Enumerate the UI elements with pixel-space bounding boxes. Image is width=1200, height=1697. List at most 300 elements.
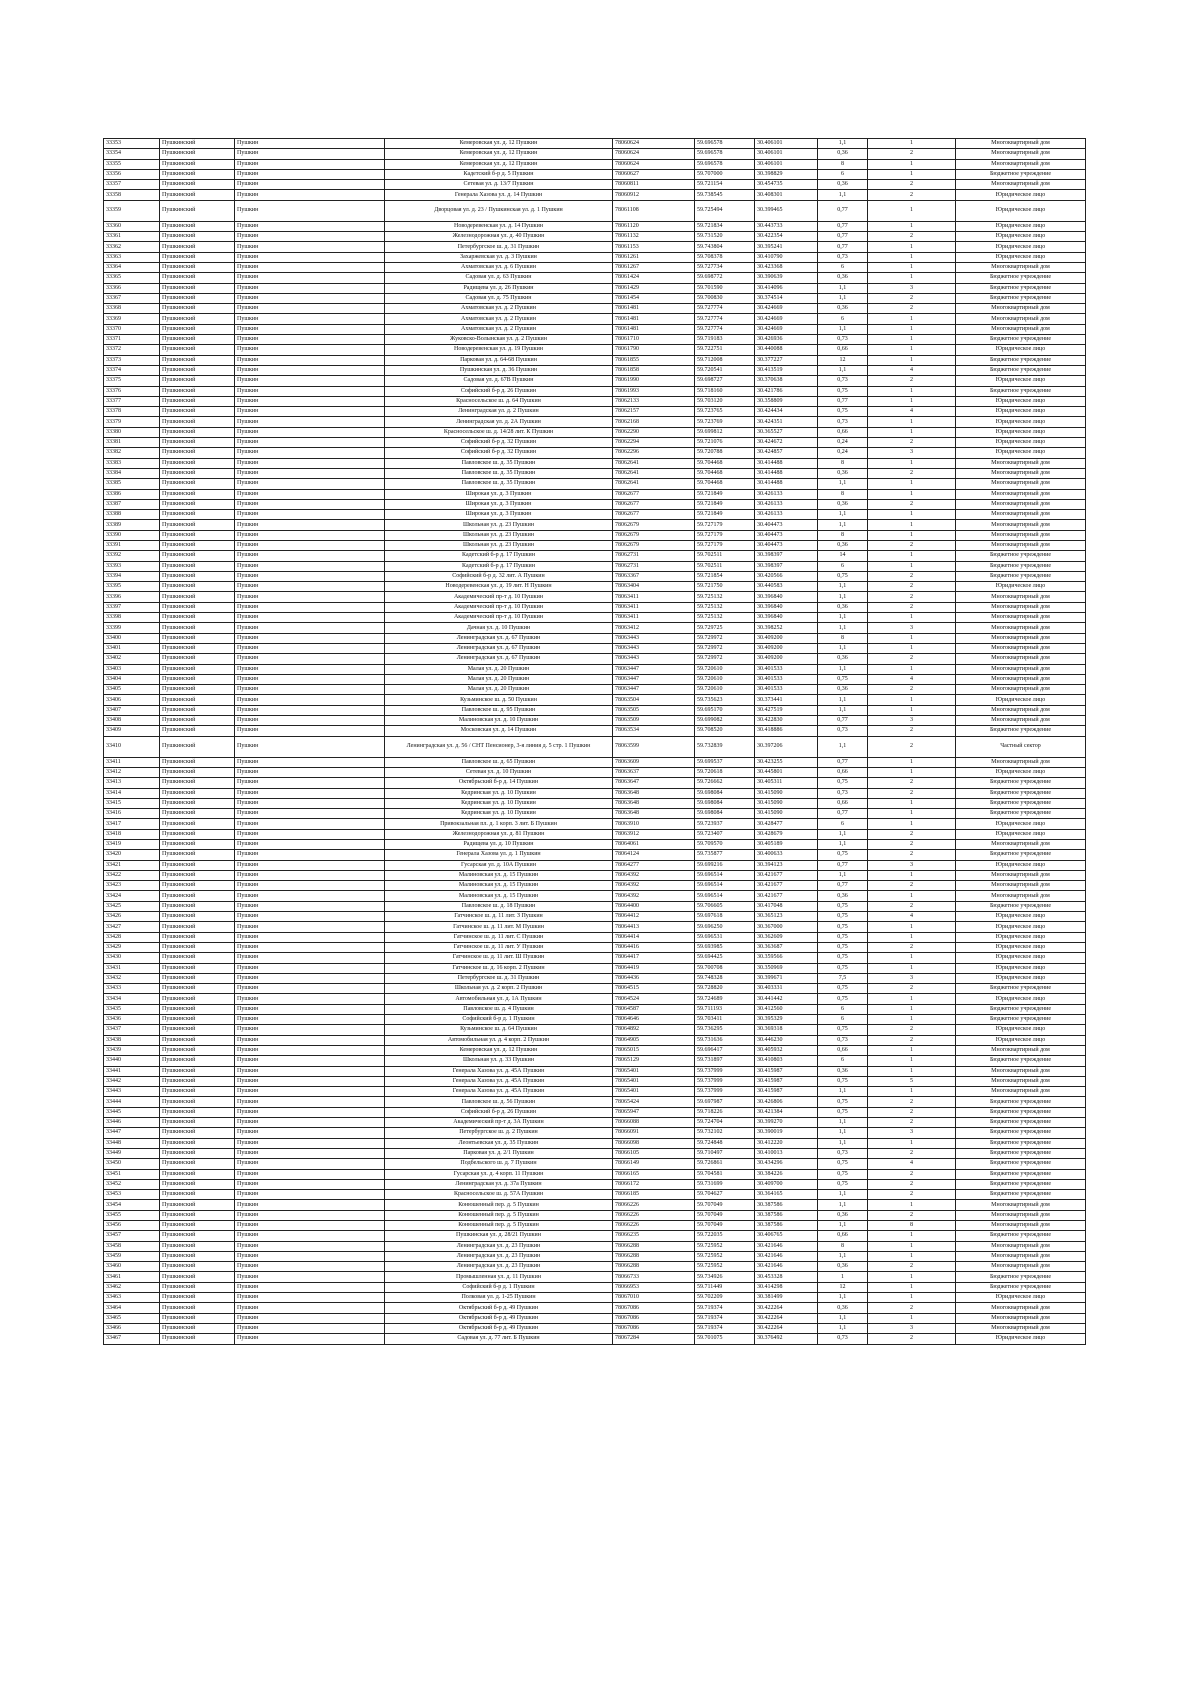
district-cell: Пушкинский bbox=[160, 633, 235, 643]
address-cell: Дворцовая ул. д. 23 / Пушкинская ул. д. 1 Пушкин bbox=[385, 200, 613, 221]
row-id-cell: 33385 bbox=[104, 479, 160, 489]
row-id-cell: 33465 bbox=[104, 1313, 160, 1323]
longitude-cell: 30.420566 bbox=[755, 571, 818, 581]
object-code-cell: 78063609 bbox=[613, 757, 695, 767]
value-cell: 0,66 bbox=[818, 345, 868, 355]
address-cell: Железнодорожная ул. д. 81 Пушкин bbox=[385, 829, 613, 839]
city-cell: Пушкин bbox=[235, 1334, 385, 1344]
city-cell: Пушкин bbox=[235, 942, 385, 952]
latitude-cell: 59.727179 bbox=[695, 530, 755, 540]
value-cell: 0,73 bbox=[818, 1334, 868, 1344]
table-row bbox=[104, 1076, 1086, 1086]
value-cell: 1,1 bbox=[818, 324, 868, 334]
row-id-cell: 33457 bbox=[104, 1231, 160, 1241]
district-cell: Пушкинский bbox=[160, 623, 235, 633]
address-cell: Садовая ул. д. 75 Пушкин bbox=[385, 293, 613, 303]
city-cell: Пушкин bbox=[235, 1200, 385, 1210]
latitude-cell: 59.700708 bbox=[695, 963, 755, 973]
table-row bbox=[104, 1087, 1086, 1097]
city-cell: Пушкин bbox=[235, 1138, 385, 1148]
longitude-cell: 30.412560 bbox=[755, 1004, 818, 1014]
object-code-cell: 78064524 bbox=[613, 994, 695, 1004]
table-row bbox=[104, 489, 1086, 499]
table-row bbox=[104, 438, 1086, 448]
category-cell: Многоквартирный дом bbox=[956, 1210, 1086, 1220]
object-code-cell: 78060624 bbox=[613, 139, 695, 149]
longitude-cell: 30.415090 bbox=[755, 809, 818, 819]
longitude-cell: 30.423368 bbox=[755, 262, 818, 272]
district-cell: Пушкинский bbox=[160, 1159, 235, 1169]
value-cell: 0,75 bbox=[818, 953, 868, 963]
category-cell: Бюджетное учреждение bbox=[956, 169, 1086, 179]
category-cell: Многоквартирный дом bbox=[956, 623, 1086, 633]
district-cell: Пушкинский bbox=[160, 912, 235, 922]
longitude-cell: 30.427519 bbox=[755, 705, 818, 715]
value-cell: 1,1 bbox=[818, 1087, 868, 1097]
count-cell: 1 bbox=[868, 1251, 956, 1261]
longitude-cell: 30.426133 bbox=[755, 510, 818, 520]
category-cell: Бюджетное учреждение bbox=[956, 901, 1086, 911]
address-cell: Павловское ш. д. 35 Пушкин bbox=[385, 468, 613, 478]
category-cell: Бюджетное учреждение bbox=[956, 355, 1086, 365]
table-row bbox=[104, 1004, 1086, 1014]
latitude-cell: 59.726861 bbox=[695, 1159, 755, 1169]
object-code-cell: 78066185 bbox=[613, 1190, 695, 1200]
category-cell: Многоквартирный дом bbox=[956, 314, 1086, 324]
address-cell: Кемеровская ул. д. 12 Пушкин bbox=[385, 149, 613, 159]
district-cell: Пушкинский bbox=[160, 809, 235, 819]
category-cell: Многоквартирный дом bbox=[956, 613, 1086, 623]
object-code-cell: 78064124 bbox=[613, 850, 695, 860]
object-code-cell: 78065947 bbox=[613, 1107, 695, 1117]
count-cell: 1 bbox=[868, 1272, 956, 1282]
category-cell: Юридическое лицо bbox=[956, 438, 1086, 448]
value-cell: 0,36 bbox=[818, 602, 868, 612]
object-code-cell: 78062133 bbox=[613, 396, 695, 406]
address-cell: Малая ул. д. 20 Пушкин bbox=[385, 674, 613, 684]
value-cell: 1,1 bbox=[818, 190, 868, 200]
category-cell: Многоквартирный дом bbox=[956, 891, 1086, 901]
count-cell: 1 bbox=[868, 273, 956, 283]
value-cell: 0,36 bbox=[818, 540, 868, 550]
latitude-cell: 59.724689 bbox=[695, 994, 755, 1004]
longitude-cell: 30.390639 bbox=[755, 273, 818, 283]
longitude-cell: 30.387586 bbox=[755, 1200, 818, 1210]
city-cell: Пушкин bbox=[235, 221, 385, 231]
city-cell: Пушкин bbox=[235, 1015, 385, 1025]
address-cell: Пушкинская ул. д. 36 Пушкин bbox=[385, 365, 613, 375]
address-cell: Конюшенный пер. д. 5 Пушкин bbox=[385, 1200, 613, 1210]
object-code-cell: 78061454 bbox=[613, 293, 695, 303]
latitude-cell: 59.704468 bbox=[695, 479, 755, 489]
row-id-cell: 33442 bbox=[104, 1076, 160, 1086]
city-cell: Пушкин bbox=[235, 458, 385, 468]
longitude-cell: 30.417048 bbox=[755, 901, 818, 911]
longitude-cell: 30.440583 bbox=[755, 582, 818, 592]
category-cell: Юридическое лицо bbox=[956, 407, 1086, 417]
latitude-cell: 59.732839 bbox=[695, 736, 755, 757]
address-cell: Садовая ул. д. 77 лит. Б Пушкин bbox=[385, 1334, 613, 1344]
city-cell: Пушкин bbox=[235, 809, 385, 819]
longitude-cell: 30.421786 bbox=[755, 386, 818, 396]
row-id-cell: 33443 bbox=[104, 1087, 160, 1097]
category-cell: Многоквартирный дом bbox=[956, 881, 1086, 891]
row-id-cell: 33368 bbox=[104, 304, 160, 314]
object-code-cell: 78066105 bbox=[613, 1148, 695, 1158]
object-code-cell: 78061990 bbox=[613, 376, 695, 386]
district-cell: Пушкинский bbox=[160, 757, 235, 767]
latitude-cell: 59.721076 bbox=[695, 438, 755, 448]
latitude-cell: 59.695170 bbox=[695, 705, 755, 715]
row-id-cell: 33456 bbox=[104, 1220, 160, 1230]
district-cell: Пушкинский bbox=[160, 221, 235, 231]
table-row bbox=[104, 169, 1086, 179]
value-cell: 6 bbox=[818, 1004, 868, 1014]
object-code-cell: 78064400 bbox=[613, 901, 695, 911]
count-cell: 1 bbox=[868, 335, 956, 345]
latitude-cell: 59.729972 bbox=[695, 633, 755, 643]
district-cell: Пушкинский bbox=[160, 1169, 235, 1179]
district-cell: Пушкинский bbox=[160, 850, 235, 860]
row-id-cell: 33408 bbox=[104, 716, 160, 726]
city-cell: Пушкин bbox=[235, 633, 385, 643]
category-cell: Многоквартирный дом bbox=[956, 1251, 1086, 1261]
table-row bbox=[104, 571, 1086, 581]
address-cell: Ленинградская ул. д. 23 Пушкин bbox=[385, 1262, 613, 1272]
table-row bbox=[104, 1262, 1086, 1272]
longitude-cell: 30.373441 bbox=[755, 695, 818, 705]
longitude-cell: 30.398397 bbox=[755, 561, 818, 571]
latitude-cell: 59.698084 bbox=[695, 809, 755, 819]
row-id-cell: 33433 bbox=[104, 984, 160, 994]
city-cell: Пушкин bbox=[235, 1076, 385, 1086]
latitude-cell: 59.697618 bbox=[695, 912, 755, 922]
row-id-cell: 33363 bbox=[104, 252, 160, 262]
object-code-cell: 78064392 bbox=[613, 891, 695, 901]
latitude-cell: 59.699812 bbox=[695, 427, 755, 437]
table-row bbox=[104, 376, 1086, 386]
count-cell: 1 bbox=[868, 705, 956, 715]
longitude-cell: 30.413519 bbox=[755, 365, 818, 375]
value-cell: 6 bbox=[818, 262, 868, 272]
category-cell: Многоквартирный дом bbox=[956, 716, 1086, 726]
table-row bbox=[104, 1293, 1086, 1303]
district-cell: Пушкинский bbox=[160, 973, 235, 983]
value-cell: 8 bbox=[818, 530, 868, 540]
city-cell: Пушкин bbox=[235, 1097, 385, 1107]
longitude-cell: 30.399671 bbox=[755, 973, 818, 983]
district-cell: Пушкинский bbox=[160, 1025, 235, 1035]
longitude-cell: 30.398252 bbox=[755, 623, 818, 633]
value-cell: 0,77 bbox=[818, 716, 868, 726]
district-cell: Пушкинский bbox=[160, 953, 235, 963]
value-cell: 12 bbox=[818, 355, 868, 365]
category-cell: Бюджетное учреждение bbox=[956, 1231, 1086, 1241]
table-row bbox=[104, 314, 1086, 324]
district-cell: Пушкинский bbox=[160, 767, 235, 777]
district-cell: Пушкинский bbox=[160, 736, 235, 757]
district-cell: Пушкинский bbox=[160, 788, 235, 798]
value-cell: 1 bbox=[818, 1272, 868, 1282]
latitude-cell: 59.731897 bbox=[695, 1056, 755, 1066]
object-code-cell: 78063912 bbox=[613, 829, 695, 839]
category-cell: Бюджетное учреждение bbox=[956, 283, 1086, 293]
object-code-cell: 78063412 bbox=[613, 623, 695, 633]
city-cell: Пушкин bbox=[235, 778, 385, 788]
object-code-cell: 78064416 bbox=[613, 942, 695, 952]
district-cell: Пушкинский bbox=[160, 1293, 235, 1303]
object-code-cell: 78064414 bbox=[613, 932, 695, 942]
table-row bbox=[104, 252, 1086, 262]
longitude-cell: 30.396840 bbox=[755, 602, 818, 612]
address-cell: Кемеровская ул. д. 12 Пушкин bbox=[385, 159, 613, 169]
city-cell: Пушкин bbox=[235, 963, 385, 973]
object-code-cell: 78063647 bbox=[613, 778, 695, 788]
address-cell: Кемеровская ул. д. 12 Пушкин bbox=[385, 1045, 613, 1055]
value-cell: 0,75 bbox=[818, 963, 868, 973]
table-row bbox=[104, 345, 1086, 355]
table-row bbox=[104, 139, 1086, 149]
address-cell: Ленинградская ул. д. 37а Пушкин bbox=[385, 1179, 613, 1189]
longitude-cell: 30.374514 bbox=[755, 293, 818, 303]
count-cell: 2 bbox=[868, 1179, 956, 1189]
table-row bbox=[104, 1334, 1086, 1344]
object-code-cell: 78061429 bbox=[613, 283, 695, 293]
district-cell: Пушкинский bbox=[160, 458, 235, 468]
count-cell: 1 bbox=[868, 1241, 956, 1251]
count-cell: 2 bbox=[868, 592, 956, 602]
count-cell: 1 bbox=[868, 1200, 956, 1210]
value-cell: 0,75 bbox=[818, 994, 868, 1004]
table-row bbox=[104, 427, 1086, 437]
city-cell: Пушкин bbox=[235, 1303, 385, 1313]
row-id-cell: 33416 bbox=[104, 809, 160, 819]
city-cell: Пушкин bbox=[235, 365, 385, 375]
district-cell: Пушкинский bbox=[160, 149, 235, 159]
city-cell: Пушкин bbox=[235, 1128, 385, 1138]
latitude-cell: 59.719374 bbox=[695, 1323, 755, 1333]
table-row bbox=[104, 365, 1086, 375]
table-row bbox=[104, 819, 1086, 829]
object-code-cell: 78061481 bbox=[613, 324, 695, 334]
longitude-cell: 30.410790 bbox=[755, 252, 818, 262]
category-cell: Юридическое лицо bbox=[956, 912, 1086, 922]
latitude-cell: 59.696578 bbox=[695, 139, 755, 149]
category-cell: Юридическое лицо bbox=[956, 376, 1086, 386]
address-cell: Ленинградская ул. д. 23 Пушкин bbox=[385, 1241, 613, 1251]
row-id-cell: 33370 bbox=[104, 324, 160, 334]
district-cell: Пушкинский bbox=[160, 1128, 235, 1138]
district-cell: Пушкинский bbox=[160, 881, 235, 891]
value-cell: 1,1 bbox=[818, 1118, 868, 1128]
district-cell: Пушкинский bbox=[160, 355, 235, 365]
row-id-cell: 33354 bbox=[104, 149, 160, 159]
table-row bbox=[104, 1056, 1086, 1066]
count-cell: 2 bbox=[868, 149, 956, 159]
value-cell: 0,75 bbox=[818, 674, 868, 684]
value-cell: 0,75 bbox=[818, 942, 868, 952]
table-row bbox=[104, 1323, 1086, 1333]
object-code-cell: 78064412 bbox=[613, 912, 695, 922]
count-cell: 3 bbox=[868, 860, 956, 870]
value-cell: 7,5 bbox=[818, 973, 868, 983]
object-code-cell: 78063637 bbox=[613, 767, 695, 777]
city-cell: Пушкин bbox=[235, 623, 385, 633]
address-cell: Софийский б-р д. 26 Пушкин bbox=[385, 1107, 613, 1117]
count-cell: 1 bbox=[868, 1087, 956, 1097]
city-cell: Пушкин bbox=[235, 726, 385, 736]
object-code-cell: 78066288 bbox=[613, 1241, 695, 1251]
count-cell: 1 bbox=[868, 221, 956, 231]
address-cell: Октябрьский б-р д. 49 Пушкин bbox=[385, 1303, 613, 1313]
latitude-cell: 59.722751 bbox=[695, 345, 755, 355]
longitude-cell: 30.440088 bbox=[755, 345, 818, 355]
address-cell: Железнодорожная ул. д. 40 Пушкин bbox=[385, 232, 613, 242]
category-cell: Многоквартирный дом bbox=[956, 633, 1086, 643]
count-cell: 1 bbox=[868, 242, 956, 252]
category-cell: Бюджетное учреждение bbox=[956, 1159, 1086, 1169]
count-cell: 2 bbox=[868, 293, 956, 303]
district-cell: Пушкинский bbox=[160, 705, 235, 715]
longitude-cell: 30.376492 bbox=[755, 1334, 818, 1344]
latitude-cell: 59.704627 bbox=[695, 1190, 755, 1200]
longitude-cell: 30.441442 bbox=[755, 994, 818, 1004]
category-cell: Бюджетное учреждение bbox=[956, 1128, 1086, 1138]
longitude-cell: 30.418886 bbox=[755, 726, 818, 736]
district-cell: Пушкинский bbox=[160, 1148, 235, 1158]
table-row bbox=[104, 499, 1086, 509]
longitude-cell: 30.414488 bbox=[755, 479, 818, 489]
value-cell: 0,75 bbox=[818, 912, 868, 922]
table-row bbox=[104, 221, 1086, 231]
value-cell: 1,1 bbox=[818, 1128, 868, 1138]
latitude-cell: 59.709570 bbox=[695, 840, 755, 850]
count-cell: 1 bbox=[868, 427, 956, 437]
address-cell: Малая ул. д. 20 Пушкин bbox=[385, 685, 613, 695]
city-cell: Пушкин bbox=[235, 1323, 385, 1333]
object-code-cell: 78067086 bbox=[613, 1323, 695, 1333]
longitude-cell: 30.421646 bbox=[755, 1241, 818, 1251]
district-cell: Пушкинский bbox=[160, 695, 235, 705]
value-cell: 1,1 bbox=[818, 1138, 868, 1148]
value-cell: 0,24 bbox=[818, 448, 868, 458]
address-cell: Петербургское ш. д. 31 Пушкин bbox=[385, 242, 613, 252]
value-cell: 0,36 bbox=[818, 149, 868, 159]
city-cell: Пушкин bbox=[235, 912, 385, 922]
city-cell: Пушкин bbox=[235, 654, 385, 664]
count-cell: 3 bbox=[868, 1128, 956, 1138]
value-cell: 1,1 bbox=[818, 736, 868, 757]
latitude-cell: 59.727734 bbox=[695, 262, 755, 272]
row-id-cell: 33440 bbox=[104, 1056, 160, 1066]
longitude-cell: 30.384226 bbox=[755, 1169, 818, 1179]
table-row bbox=[104, 809, 1086, 819]
city-cell: Пушкин bbox=[235, 767, 385, 777]
table-row bbox=[104, 355, 1086, 365]
longitude-cell: 30.359566 bbox=[755, 953, 818, 963]
count-cell: 1 bbox=[868, 458, 956, 468]
table-row bbox=[104, 757, 1086, 767]
table-row bbox=[104, 407, 1086, 417]
address-cell: Леонтьевская ул. д. 35 Пушкин bbox=[385, 1138, 613, 1148]
value-cell: 1,1 bbox=[818, 829, 868, 839]
value-cell: 0,75 bbox=[818, 850, 868, 860]
address-cell: Сетевая ул. д. 10 Пушкин bbox=[385, 767, 613, 777]
latitude-cell: 59.720610 bbox=[695, 664, 755, 674]
object-code-cell: 78065129 bbox=[613, 1056, 695, 1066]
latitude-cell: 59.697987 bbox=[695, 1097, 755, 1107]
address-cell: Академический пр-т д. 10 Пушкин bbox=[385, 613, 613, 623]
city-cell: Пушкин bbox=[235, 973, 385, 983]
latitude-cell: 59.721849 bbox=[695, 489, 755, 499]
category-cell: Юридическое лицо bbox=[956, 922, 1086, 932]
table-row bbox=[104, 1066, 1086, 1076]
table-row bbox=[104, 643, 1086, 653]
count-cell: 2 bbox=[868, 840, 956, 850]
row-id-cell: 33427 bbox=[104, 922, 160, 932]
count-cell: 1 bbox=[868, 1066, 956, 1076]
district-cell: Пушкинский bbox=[160, 840, 235, 850]
city-cell: Пушкин bbox=[235, 891, 385, 901]
longitude-cell: 30.424434 bbox=[755, 407, 818, 417]
object-code-cell: 78062679 bbox=[613, 530, 695, 540]
count-cell: 1 bbox=[868, 819, 956, 829]
address-cell: Автомобильная ул. д. 4 корп. 2 Пушкин bbox=[385, 1035, 613, 1045]
object-code-cell: 78061481 bbox=[613, 304, 695, 314]
row-id-cell: 33398 bbox=[104, 613, 160, 623]
value-cell: 12 bbox=[818, 1282, 868, 1292]
count-cell: 2 bbox=[868, 499, 956, 509]
row-id-cell: 33411 bbox=[104, 757, 160, 767]
row-id-cell: 33413 bbox=[104, 778, 160, 788]
latitude-cell: 59.698727 bbox=[695, 376, 755, 386]
address-cell: Софийский б-р д. 32 Пушкин bbox=[385, 438, 613, 448]
table-row bbox=[104, 798, 1086, 808]
category-cell: Бюджетное учреждение bbox=[956, 1179, 1086, 1189]
district-cell: Пушкинский bbox=[160, 1323, 235, 1333]
longitude-cell: 30.421677 bbox=[755, 870, 818, 880]
latitude-cell: 59.723937 bbox=[695, 819, 755, 829]
district-cell: Пушкинский bbox=[160, 1251, 235, 1261]
row-id-cell: 33375 bbox=[104, 376, 160, 386]
address-cell: Софийский б-р д. 32 лит. А Пушкин bbox=[385, 571, 613, 581]
district-cell: Пушкинский bbox=[160, 1241, 235, 1251]
longitude-cell: 30.415987 bbox=[755, 1066, 818, 1076]
table-row bbox=[104, 613, 1086, 623]
count-cell: 2 bbox=[868, 190, 956, 200]
longitude-cell: 30.415987 bbox=[755, 1076, 818, 1086]
row-id-cell: 33384 bbox=[104, 468, 160, 478]
object-code-cell: 78063443 bbox=[613, 643, 695, 653]
row-id-cell: 33360 bbox=[104, 221, 160, 231]
latitude-cell: 59.699082 bbox=[695, 716, 755, 726]
latitude-cell: 59.712008 bbox=[695, 355, 755, 365]
value-cell: 0,77 bbox=[818, 200, 868, 221]
object-code-cell: 78062677 bbox=[613, 499, 695, 509]
object-code-cell: 78061481 bbox=[613, 314, 695, 324]
count-cell: 2 bbox=[868, 1107, 956, 1117]
value-cell: 0,36 bbox=[818, 273, 868, 283]
value-cell: 1,1 bbox=[818, 613, 868, 623]
count-cell: 1 bbox=[868, 798, 956, 808]
table-row bbox=[104, 396, 1086, 406]
value-cell: 0,73 bbox=[818, 376, 868, 386]
address-cell: Ахматовская ул. д. 6 Пушкин bbox=[385, 262, 613, 272]
city-cell: Пушкин bbox=[235, 407, 385, 417]
row-id-cell: 33421 bbox=[104, 860, 160, 870]
longitude-cell: 30.404473 bbox=[755, 540, 818, 550]
latitude-cell: 59.702209 bbox=[695, 1293, 755, 1303]
